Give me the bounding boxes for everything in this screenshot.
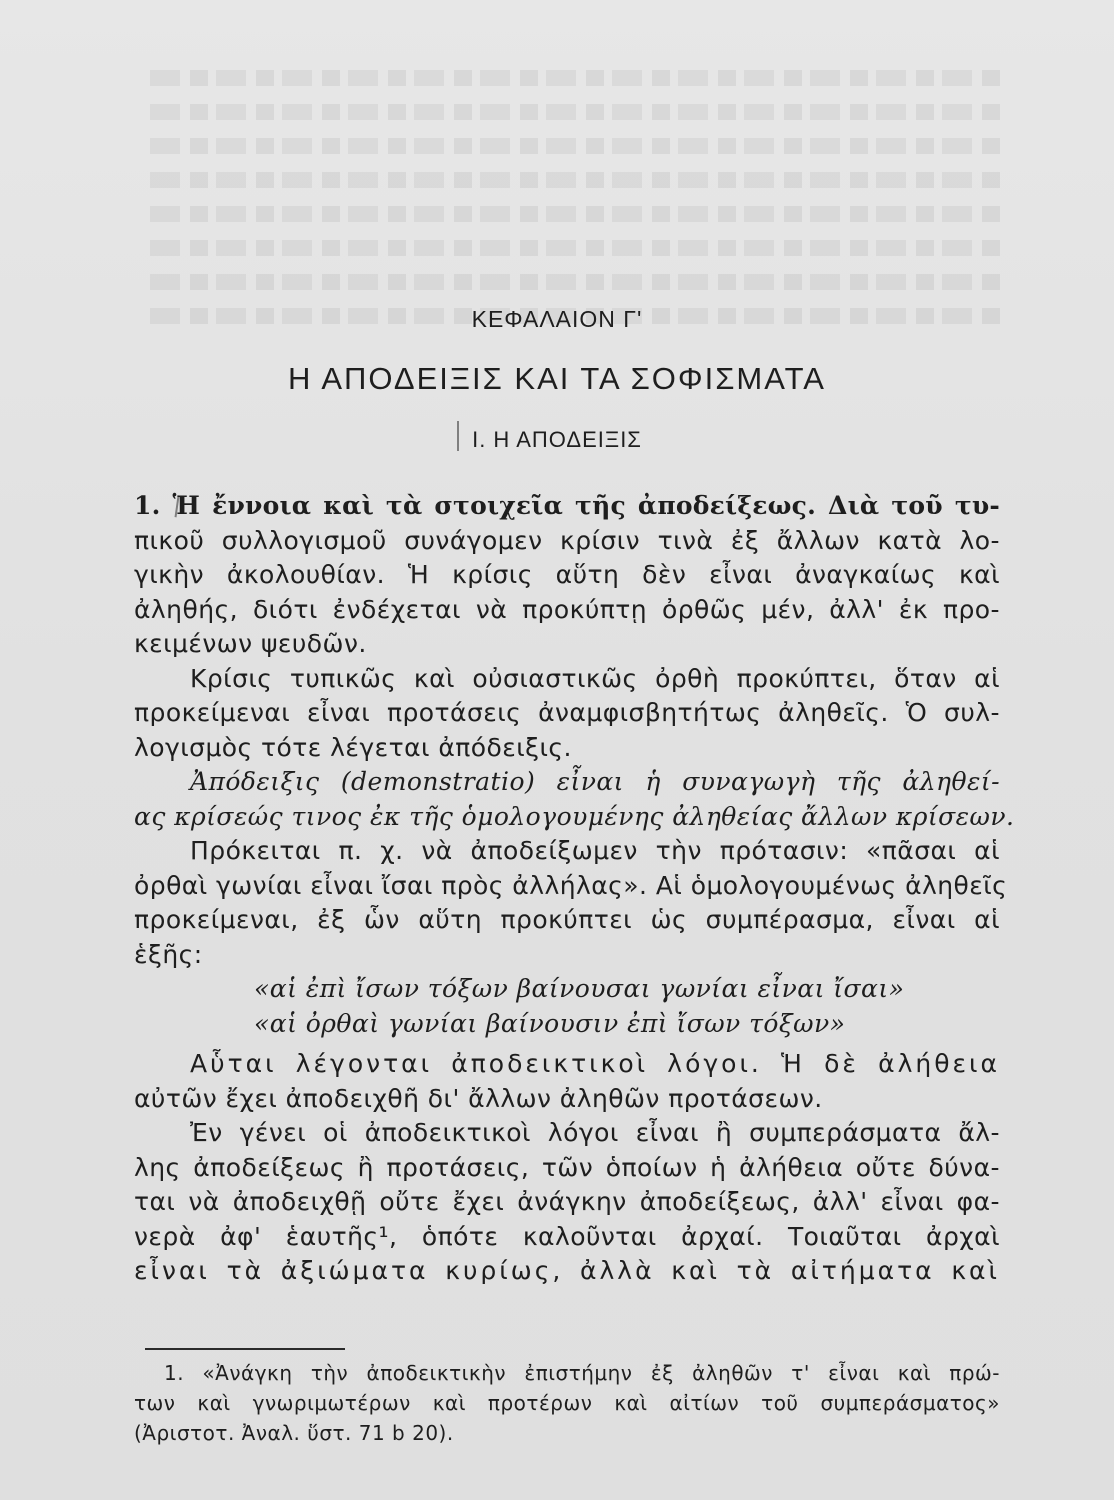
footnote: [134, 1358, 1000, 1448]
text-line: γικὴν ἀκολουθίαν. Ἡ κρίσις αὕτη δὲν εἶναι ἀναγκαίως καὶ: [134, 560, 1000, 589]
text-line: Κρίσις τυπικῶς καὶ οὐσιαστικῶς ὀρθὴ προκύπτει, ὅταν αἱ: [190, 663, 1000, 693]
text-line: λογισμὸς τότε λέγεται ἀπόδειξις.: [134, 732, 572, 762]
text-line: εἶναι τὰ ἀξιώματα κυρίως, ἀλλὰ καὶ τὰ αἰτήματα καὶ: [134, 1256, 1000, 1285]
quoted-premise: «αἱ ὀρθαὶ γωνίαι βαίνουσιν ἐπὶ ἴσων τόξων»: [254, 1008, 846, 1038]
text-line: πικοῦ συλλογισμοῦ συνάγομεν κρίσιν τινὰ ἐξ ἄλλων κατὰ λο-: [134, 525, 1000, 555]
main-text: [134, 489, 1015, 1289]
text-line: κειμένων ψευδῶν.: [134, 629, 367, 658]
text-line: νερὰ ἀφ' ἑαυτῆς¹, ὁπότε καλοῦνται ἀρχαί. Τοιαῦται ἀρχαὶ: [134, 1221, 1000, 1251]
text-line: αὐτῶν ἔχει ἀποδειχθῆ δι' ἄλλων ἀληθῶν προτάσεων.: [134, 1083, 823, 1113]
text-line: Πρόκειται π. χ. νὰ ἀποδείξωμεν τὴν πρότασιν: «πᾶσαι αἱ: [190, 836, 1000, 865]
text-line: ται νὰ ἀποδειχθῇ οὔτε ἔχει ἀνάγκην ἀποδείξεως, ἀλλ' εἶναι φα-: [134, 1187, 1000, 1216]
section-title: Ι. Η ΑΠΟΔΕΙΞΙΣ: [472, 427, 642, 452]
footnote-line: των καὶ γνωριμωτέρων καὶ προτέρων καὶ αἰτίων τοῦ συμπεράσματος»: [134, 1391, 1000, 1415]
chapter-label: ΚΕΦΑΛΑΙΟΝ Γ': [471, 306, 643, 332]
footnote-line: (Ἀριστοτ. Ἀναλ. ὕστ. 71 b 20).: [134, 1421, 454, 1445]
footnote-divider: [145, 1348, 345, 1350]
text-line: λης ἀποδείξεως ἢ προτάσεις, τῶν ὁποίων ἡ ἀλήθεια οὔτε δύνα-: [134, 1152, 1000, 1182]
chapter-title: Η ΑΠΟΔΕΙΞΙΣ ΚΑΙ ΤΑ ΣΟΦΙΣΜΑΤΑ: [288, 361, 826, 396]
footnote-line: 1. «Ἀνάγκη τὴν ἀποδεικτικὴν ἐπιστήμην ἐξ ἀληθῶν τ' εἶναι καὶ πρώ-: [164, 1361, 1000, 1385]
margin-mark: [457, 421, 467, 451]
text-line: ἀληθής, διότι ἐνδέχεται νὰ προκύπτῃ ὀρθῶς μέν, ἀλλ' ἐκ προ-: [134, 594, 1000, 624]
definition-line: Ἀπόδειξις (demonstratio) εἶναι ἡ συναγωγὴ τῆς ἀληθεί-: [190, 767, 1000, 796]
text-line: ἑξῆς:: [134, 939, 203, 969]
text-line: Αὗται λέγονται ἀποδεικτικοὶ λόγοι. Ἡ δὲ ἀλήθεια: [190, 1049, 1000, 1078]
text-line: προκείμεναι εἶναι προτάσεις ἀναμφισβητήτως ἀληθεῖς. Ὁ συλ-: [134, 698, 1000, 727]
text-line: προκείμεναι, ἐξ ὧν αὕτη προκύπτει ὡς συμπέρασμα, εἶναι αἱ: [134, 905, 1000, 934]
quoted-premise: «αἱ ἐπὶ ἴσων τόξων βαίνουσαι γωνίαι εἶναι ἴσαι»: [254, 974, 905, 1003]
text-line: Ἐν γένει οἱ ἀποδεικτικοὶ λόγοι εἶναι ἢ συμπεράσματα ἄλ-: [190, 1118, 1000, 1147]
paragraph-heading-line: 1. Ἡ ἔννοια καὶ τὰ στοιχεῖα τῆς ἀποδείξεως. Διὰ τοῦ τυ-: [134, 491, 1000, 520]
definition-line: ας κρίσεώς τινος ἐκ τῆς ὁμολογουμένης ἀληθείας ἄλλων κρίσεων.: [134, 801, 1015, 831]
text-line: ὀρθαὶ γωνίαι εἶναι ἴσαι πρὸς ἀλλήλας». Αἱ ὁμολογουμένως ἀληθεῖς: [134, 870, 1008, 900]
